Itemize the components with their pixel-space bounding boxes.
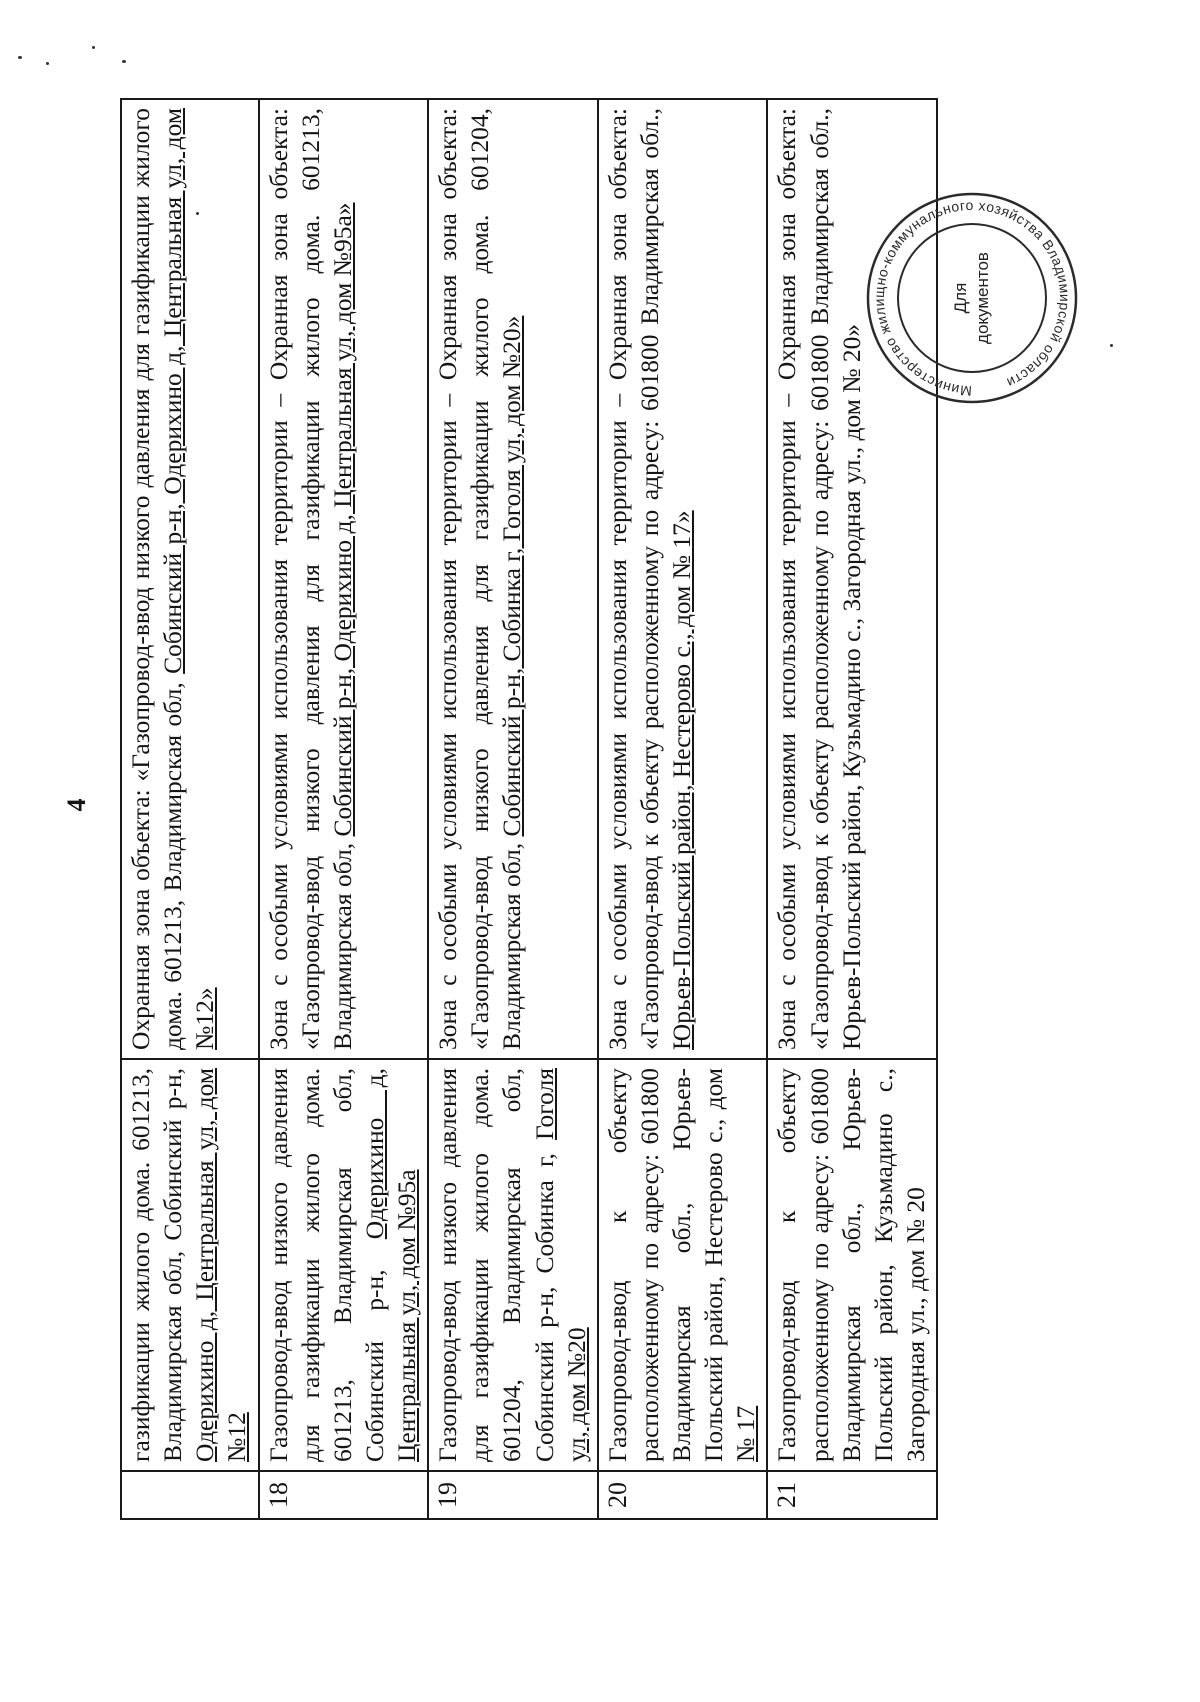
zone-text: Охранная зона объекта: «Газопровод-ввод низкого давления для газификации жилого дома. 601213, Владимирская обл, xyxy=(126,108,188,1050)
page-number: 4 xyxy=(62,798,91,812)
zone-cell xyxy=(428,99,598,1059)
object-cell xyxy=(121,1059,259,1471)
row-number: 20 xyxy=(598,1471,768,1519)
table-row xyxy=(428,99,598,1519)
object-cell xyxy=(767,1059,937,1471)
scan-speck xyxy=(92,46,95,49)
object-text: Газопровод-ввод низкого давления для газификации жилого дома. 601204, Владимирская обл, Собинский р-н, Собинка г, xyxy=(433,1068,559,1462)
zone-address: Собинский р-н, Собинка г, Гоголя ул, дом №20» xyxy=(497,315,527,837)
object-address: Одерихино д, Центральная ул, дом №12 xyxy=(190,1068,252,1462)
object-address: № 17 xyxy=(731,1405,761,1462)
zone-address: Собинский р-н, Одерихино д, Центральная ул, дом №12» xyxy=(158,108,220,1050)
zone-text: Зона с особыми условиями использования территории – Охранная зона объекта: «Газопровод-ввод низкого давления для газификации жилого дома. 601204, Владимирская обл, xyxy=(433,108,527,1050)
object-cell xyxy=(598,1059,768,1471)
scan-speck xyxy=(46,62,49,65)
scan-speck xyxy=(122,60,126,63)
row-number: 18 xyxy=(259,1471,429,1519)
zone-cell xyxy=(121,99,259,1059)
scan-speck xyxy=(1110,344,1113,347)
zone-address: Собинский р-н, Одерихино д, Центральная ул, дом №95а» xyxy=(327,202,357,837)
table-row xyxy=(598,99,768,1519)
zone-cell xyxy=(259,99,429,1059)
row-number xyxy=(121,1471,259,1519)
rotated-page xyxy=(62,100,930,1520)
table-row xyxy=(259,99,429,1519)
zone-text: Зона с особыми условиями использования территории – Охранная зона объекта: «Газопровод-ввод к объекту расположенному по адресу: 601800 Владимирская обл., xyxy=(602,108,664,1050)
object-cell xyxy=(428,1059,598,1471)
object-text: Газопровод-ввод к объекту расположенному по адресу: 601800 Владимирская обл., Юрьев-Польский район, Нестерово с., дом xyxy=(602,1068,729,1462)
row-number: 19 xyxy=(428,1471,598,1519)
object-cell xyxy=(259,1059,429,1471)
stamp-center-line2: документов xyxy=(973,252,992,344)
zone-cell xyxy=(598,99,768,1059)
object-address: Гоголя ул, дом №20 xyxy=(529,1068,591,1462)
zone-text: Зона с особыми условиями использования территории – Охранная зона объекта: «Газопровод-ввод к объекту расположенному по адресу: 601800 Владимирская обл., Юрьев-Польский район, Кузьмадино с., Загородная ул., дом № 20» xyxy=(772,108,866,1050)
zone-address: Юрьев-Польский район, Нестерово с., дом № 17» xyxy=(667,510,696,1050)
stamp-center-line1: Для xyxy=(951,282,970,314)
object-address: Одерихино д, Центральная ул, дом №95а xyxy=(359,1068,421,1462)
object-text: газификации жилого дома. 601213, Владимирская обл, Собинский р-н, xyxy=(126,1068,188,1462)
document-stamp xyxy=(862,188,1082,408)
object-text: Газопровод-ввод к объекту расположенному по адресу: 601800 Владимирская обл., Юрьев-Польский район, Кузьмадино с., Загородная ул., дом № 20 xyxy=(772,1068,930,1462)
table-row xyxy=(121,99,259,1519)
object-text: Газопровод-ввод низкого давления для газификации жилого дома. 601213, Владимирская обл, Собинский р-н, xyxy=(263,1068,389,1462)
zone-text: Зона с особыми условиями использования территории – Охранная зона объекта: «Газопровод-ввод низкого давления для газификации жилого дома. 601213, Владимирская обл, xyxy=(263,108,357,1050)
stamp-ring-text: Министерство жилищно-коммунального хозяйства Владимирской области xyxy=(870,196,1074,400)
zones-table xyxy=(120,98,938,1520)
row-number: 21 xyxy=(767,1471,937,1519)
scan-speck xyxy=(18,56,22,59)
